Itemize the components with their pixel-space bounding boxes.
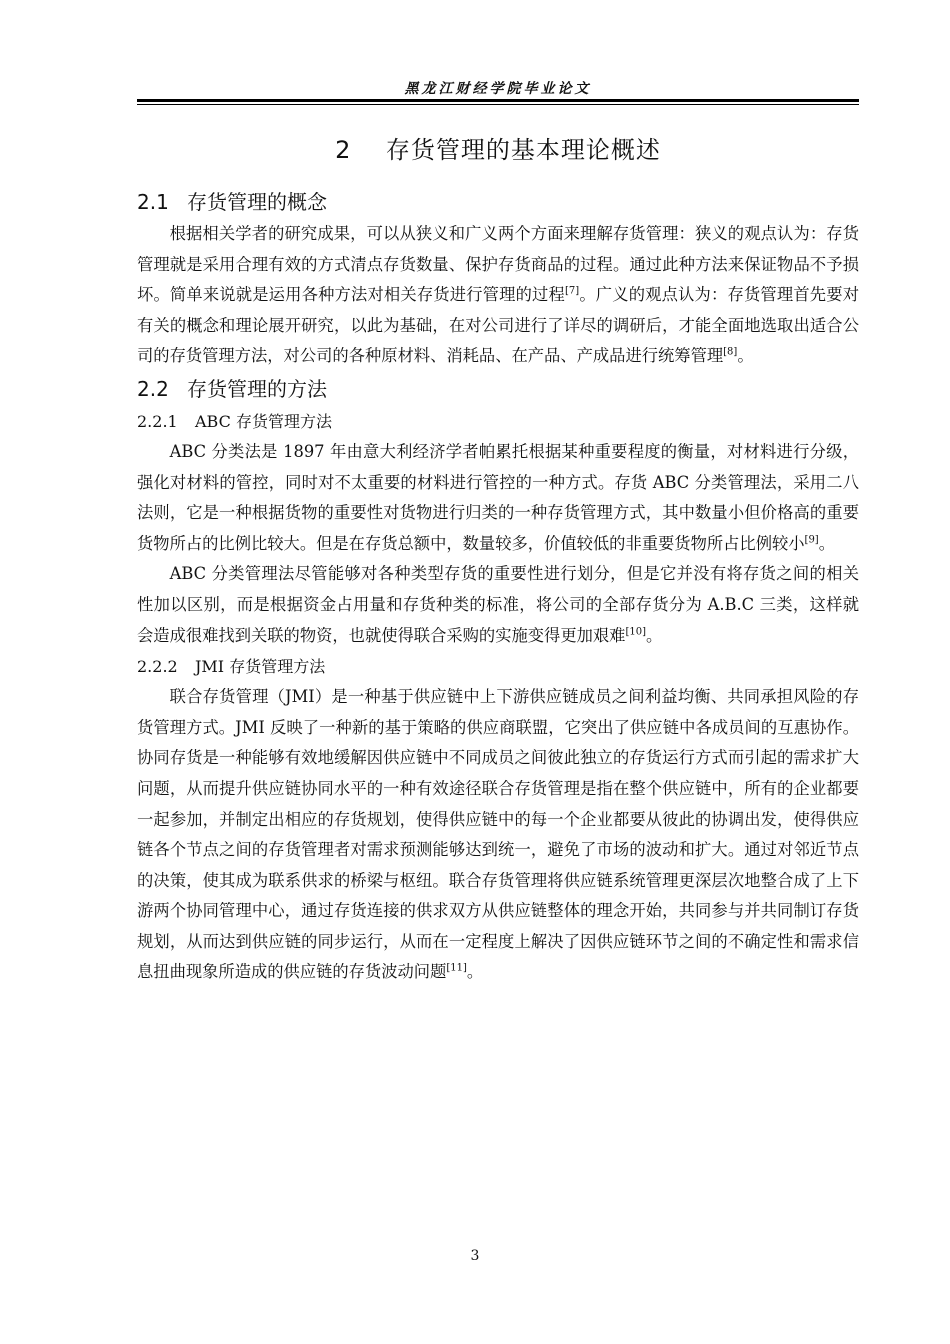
citation-ref: [8]	[723, 346, 738, 358]
paragraph: 联合存货管理（JMI）是一种基于供应链中上下游供应链成员之间利益均衡、共同承担风险的存货管理方式。JMI 反映了一种新的基于策略的供应商联盟，它突出了供应链中各成员间的互惠协作。协同存货是一种能够有效地缓解因供应链中不同成员之间彼此独立的存货运行方式而引起的需求扩大问题，从而提升供应链协同水平的一种有效途径联合存货管理是指在整个供应链中，所有的企业都要一起参加，并制定出相应的存货规划，使得供应链中的每一个企业都要从彼此的协调出发，使得供应链各个节点之间的存货管理者对需求预测能够达到统一，避免了市场的波动和扩大。通过对邻近节点的决策，使其成为联系供求的桥梁与枢纽。联合存货管理将供应链系统管理更深层次地整合成了上下游两个协同管理中心，通过存货连接的供求双方从供应链整体的理念开始，共同参与并共同制订存货规划，从而达到供应链的同步运行，从而在一定程度上解决了因供应链环节之间的不确定性和需求信息扭曲现象所造成的供应链的存货波动问题[11]。	[137, 687, 859, 982]
citation-ref: [9]	[804, 534, 819, 546]
paragraph: ABC 分类管理法尽管能够对各种类型存货的重要性进行划分，但是它并没有将存货之间的相关性加以区别，而是根据资金占用量和存货种类的标准，将公司的全部存货分为 A.B.C 三类，这样就会造成很难找到关联的物资，也就使得联合采购的实施变得更加艰难[10]。	[137, 564, 859, 645]
section-number: 2.2	[137, 376, 169, 401]
subsection-title: ABC 存货管理方法	[195, 411, 332, 431]
subsection-number: 2.2.1	[137, 411, 178, 431]
section-title: 存货管理的概念	[187, 190, 327, 214]
citation-ref: [7]	[564, 285, 580, 297]
citation-ref: [10]	[625, 626, 646, 638]
header-rule-thin	[137, 104, 859, 105]
subsection-heading-2-2-1	[137, 406, 859, 437]
chapter-title: 存货管理的基本理论概述	[385, 136, 661, 164]
running-header: 黑龙江财经学院毕业论文	[404, 81, 592, 97]
header-rule-thick	[137, 99, 859, 102]
page-number: 3	[470, 1248, 480, 1264]
chapter-number: 2	[335, 136, 352, 164]
subsection-title: JMI 存货管理方法	[195, 657, 326, 677]
chapter-heading	[137, 132, 859, 168]
section-heading-2-1	[137, 185, 859, 219]
section-number: 2.1	[137, 190, 169, 214]
citation-ref: [11]	[446, 963, 467, 975]
paragraph: 根据相关学者的研究成果，可以从狭义和广义两个方面来理解存货管理：狭义的观点认为：存货管理就是采用合理有效的方式清点存货数量、保护存货商品的过程。通过此种方法来保证物品不予损坏。简单来说就是运用各种方法对相关存货进行管理的过程[7]。广义的观点认为：存货管理首先要对有关的概念和理论展开研究，以此为基础，在对公司进行了详尽的调研后，才能全面地选取出适合公司的存货管理方法，对公司的各种原材料、消耗品、在产品、产成品进行统筹管理[8]。	[137, 224, 859, 366]
section-title: 存货管理的方法	[187, 376, 327, 401]
subsection-number: 2.2.2	[137, 657, 178, 677]
subsection-heading-2-2-2	[137, 651, 859, 682]
paragraph: ABC 分类法是 1897 年由意大利经济学者帕累托根据某种重要程度的衡量，对材料进行分级，强化对材料的管控，同时对不太重要的材料进行管控的一种方式。存货 ABC 分类管理法，采用二八法则，它是一种根据货物的重要性对货物进行归类的一种存货管理方式，其中数量小但价格高的重要货物所占的比例比较大。但是在存货总额中，数量较多，价值较低的非重要货物所占比例较小[9]。	[137, 441, 859, 553]
section-heading-2-2	[137, 372, 859, 406]
page-body	[137, 132, 859, 988]
